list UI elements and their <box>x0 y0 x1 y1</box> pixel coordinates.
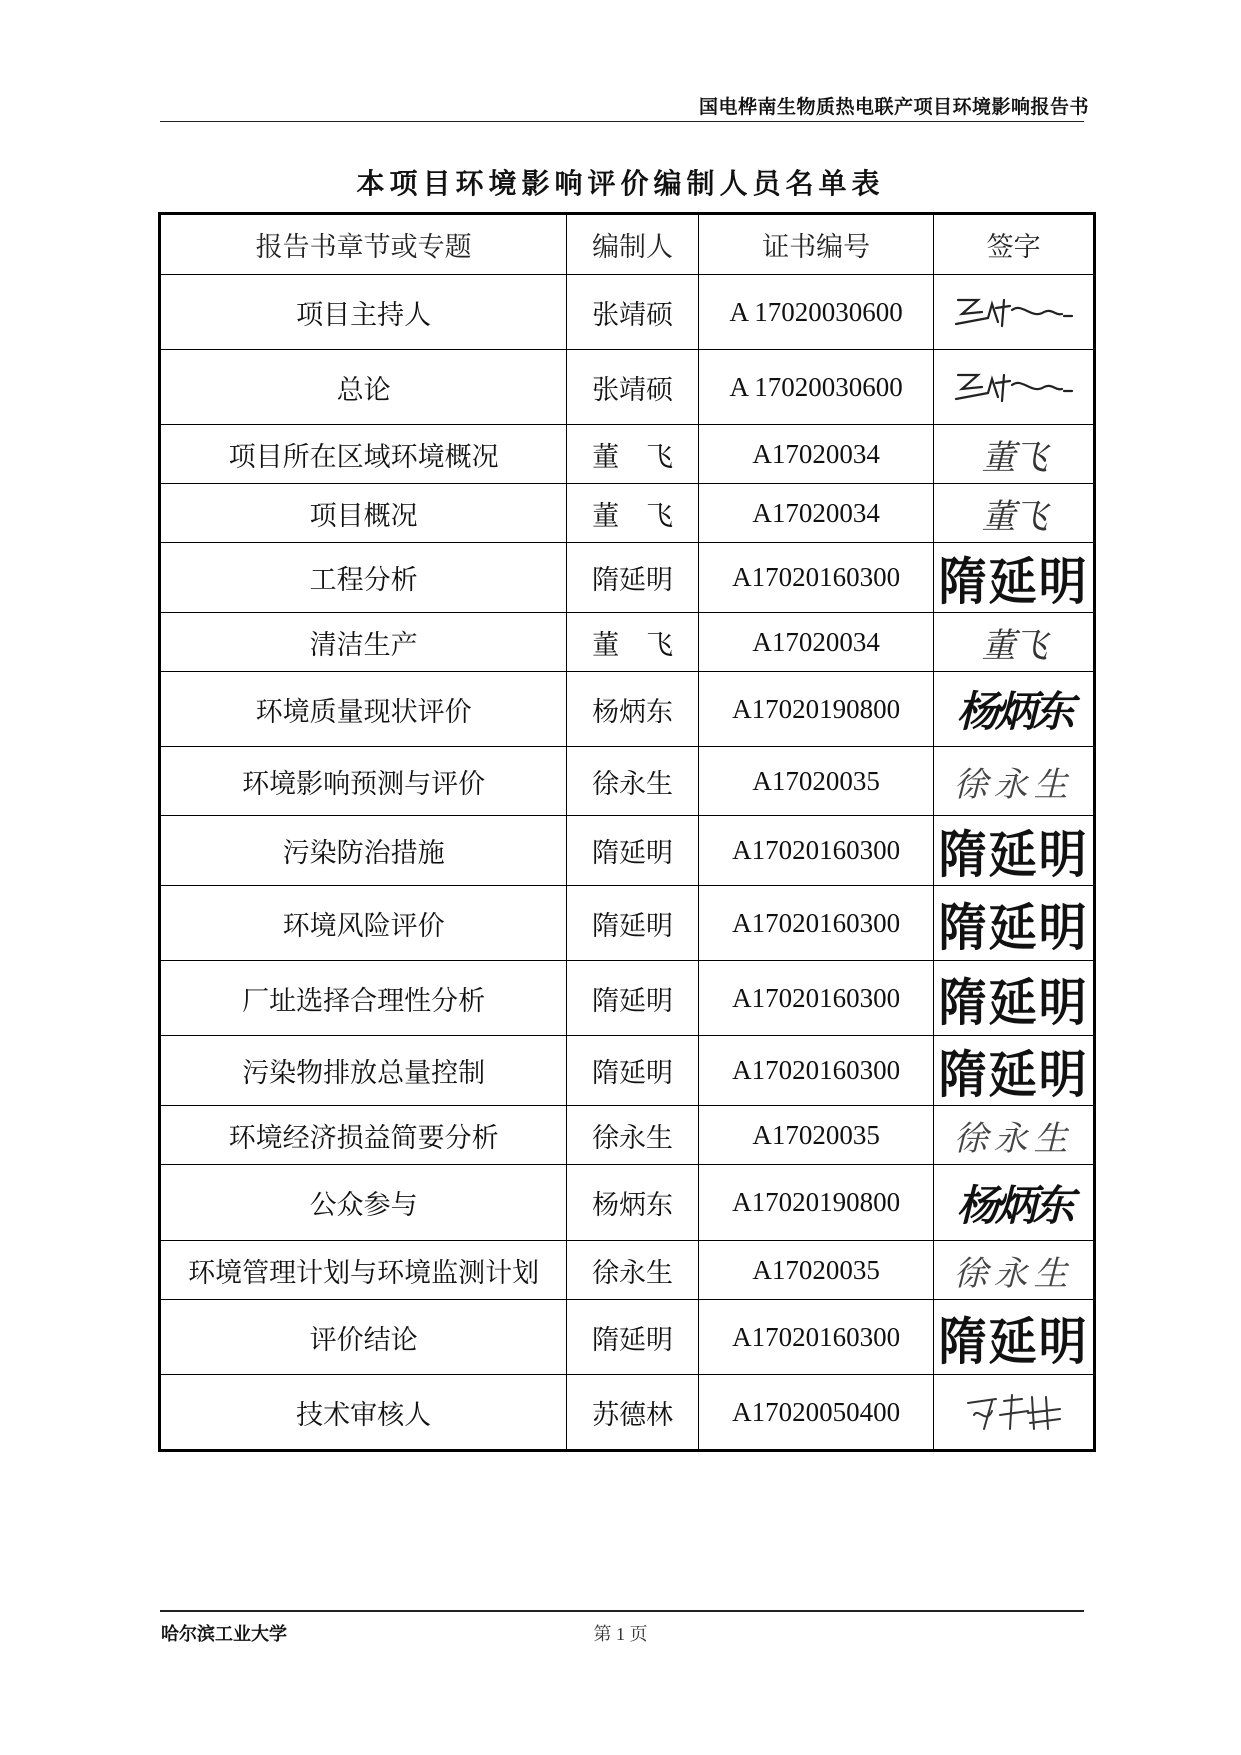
cert-number-cell: A 17020030600 <box>698 275 933 350</box>
header-divider <box>160 121 1084 122</box>
section-cell: 项目所在区域环境概况 <box>160 425 567 484</box>
section-cell: 环境影响预测与评价 <box>160 747 567 816</box>
table-row <box>160 1036 1095 1106</box>
signature: 杨炳东 <box>956 687 1071 736</box>
signature-cell <box>934 350 1095 425</box>
cert-number-cell: A17020160300 <box>698 961 933 1036</box>
signature: 杨炳东 <box>956 1180 1071 1230</box>
signature: 徐永生 <box>953 1253 1074 1294</box>
author-cell: 徐永生 <box>567 1106 699 1165</box>
signature-cell <box>934 613 1095 672</box>
section-cell: 总论 <box>160 350 567 425</box>
section-cell: 环境风险评价 <box>160 886 567 961</box>
signature: 徐永生 <box>953 764 1074 805</box>
column-header-author: 编制人 <box>567 214 699 275</box>
signature: 董飞 <box>981 496 1046 537</box>
table-row <box>160 425 1095 484</box>
signature-cell <box>934 1165 1095 1241</box>
section-cell: 厂址选择合理性分析 <box>160 961 567 1036</box>
section-cell: 污染物排放总量控制 <box>160 1036 567 1106</box>
signature-cell <box>934 484 1095 543</box>
table-row <box>160 1300 1095 1375</box>
table-row <box>160 1375 1095 1451</box>
cert-number-cell: A17020035 <box>698 1106 933 1165</box>
cert-number-cell: A17020160300 <box>698 1300 933 1375</box>
signature-cell <box>934 543 1095 613</box>
column-header-signature: 签字 <box>934 214 1095 275</box>
cert-number-cell: A17020035 <box>698 747 933 816</box>
page-number: 第 1 页 <box>593 1624 648 1644</box>
author-cell: 徐永生 <box>567 1241 699 1300</box>
cert-number-cell: A17020160300 <box>698 1036 933 1106</box>
cert-number-cell: A17020034 <box>698 613 933 672</box>
signature-cell <box>934 961 1095 1036</box>
cert-number-cell: A17020160300 <box>698 816 933 886</box>
cert-number-cell: A17020035 <box>698 1241 933 1300</box>
signature: 隋延明 <box>938 973 1089 1033</box>
section-cell: 项目主持人 <box>160 275 567 350</box>
signature: 董飞 <box>981 437 1046 478</box>
table-row <box>160 613 1095 672</box>
author-cell: 董 飞 <box>567 484 699 543</box>
author-cell: 杨炳东 <box>567 672 699 747</box>
cert-number-cell: A17020034 <box>698 425 933 484</box>
author-cell: 张靖硕 <box>567 350 699 425</box>
cert-number-cell: A17020160300 <box>698 886 933 961</box>
signature-cell <box>934 425 1095 484</box>
signature: 隋延明 <box>938 825 1089 885</box>
section-cell: 项目概况 <box>160 484 567 543</box>
signature-cell <box>934 1241 1095 1300</box>
author-cell: 隋延明 <box>567 961 699 1036</box>
section-cell: 环境经济损益简要分析 <box>160 1106 567 1165</box>
cert-number-cell: A17020050400 <box>698 1375 933 1451</box>
table-row <box>160 1165 1095 1241</box>
section-cell: 工程分析 <box>160 543 567 613</box>
author-cell: 董 飞 <box>567 425 699 484</box>
signature-scribble <box>952 292 1076 332</box>
column-header-section: 报告书章节或专题 <box>160 214 567 275</box>
signature: 徐永生 <box>953 1118 1074 1159</box>
table-row <box>160 816 1095 886</box>
signature-cell <box>934 275 1095 350</box>
signature: 董飞 <box>981 625 1046 666</box>
section-cell: 清洁生产 <box>160 613 567 672</box>
signature: 隋延明 <box>938 898 1089 958</box>
table-row <box>160 886 1095 961</box>
signature-cell <box>934 1106 1095 1165</box>
page-title: 本项目环境影响评价编制人员名单表 <box>356 167 885 200</box>
table-row <box>160 350 1095 425</box>
signature-cell <box>934 1300 1095 1375</box>
table-row <box>160 484 1095 543</box>
table-row <box>160 1241 1095 1300</box>
author-cell: 杨炳东 <box>567 1165 699 1241</box>
signature: 隋延明 <box>938 552 1089 612</box>
author-cell: 隋延明 <box>567 543 699 613</box>
section-cell: 环境质量现状评价 <box>160 672 567 747</box>
section-cell: 评价结论 <box>160 1300 567 1375</box>
author-cell: 董 飞 <box>567 613 699 672</box>
cert-number-cell: A17020160300 <box>698 543 933 613</box>
author-cell: 隋延明 <box>567 816 699 886</box>
section-cell: 技术审核人 <box>160 1375 567 1451</box>
section-cell: 环境管理计划与环境监测计划 <box>160 1241 567 1300</box>
signature-scribble <box>952 367 1076 407</box>
signature-cell <box>934 1036 1095 1106</box>
signature: 隋延明 <box>938 1312 1089 1372</box>
cert-number-cell: A 17020030600 <box>698 350 933 425</box>
signature-cell <box>934 672 1095 747</box>
signature-scrawl <box>962 1389 1066 1435</box>
footer-organization: 哈尔滨工业大学 <box>161 1624 287 1645</box>
staff-table <box>158 212 1096 1452</box>
table-row <box>160 747 1095 816</box>
table-row <box>160 543 1095 613</box>
author-cell: 隋延明 <box>567 886 699 961</box>
section-cell: 污染防治措施 <box>160 816 567 886</box>
signature-cell <box>934 1375 1095 1451</box>
cert-number-cell: A17020190800 <box>698 672 933 747</box>
cert-number-cell: A17020034 <box>698 484 933 543</box>
author-cell: 张靖硕 <box>567 275 699 350</box>
author-cell: 苏德林 <box>567 1375 699 1451</box>
author-cell: 隋延明 <box>567 1300 699 1375</box>
author-cell: 徐永生 <box>567 747 699 816</box>
running-header: 国电桦南生物质热电联产项目环境影响报告书 <box>698 96 1089 118</box>
footer-divider <box>160 1610 1084 1612</box>
column-header-cert: 证书编号 <box>698 214 933 275</box>
signature-cell <box>934 747 1095 816</box>
table-row <box>160 275 1095 350</box>
signature-cell <box>934 816 1095 886</box>
section-cell: 公众参与 <box>160 1165 567 1241</box>
table-row <box>160 961 1095 1036</box>
signature: 隋延明 <box>938 1045 1089 1105</box>
cert-number-cell: A17020190800 <box>698 1165 933 1241</box>
table-header-row <box>160 214 1095 275</box>
table-row <box>160 1106 1095 1165</box>
table-row <box>160 672 1095 747</box>
author-cell: 隋延明 <box>567 1036 699 1106</box>
signature-cell <box>934 886 1095 961</box>
